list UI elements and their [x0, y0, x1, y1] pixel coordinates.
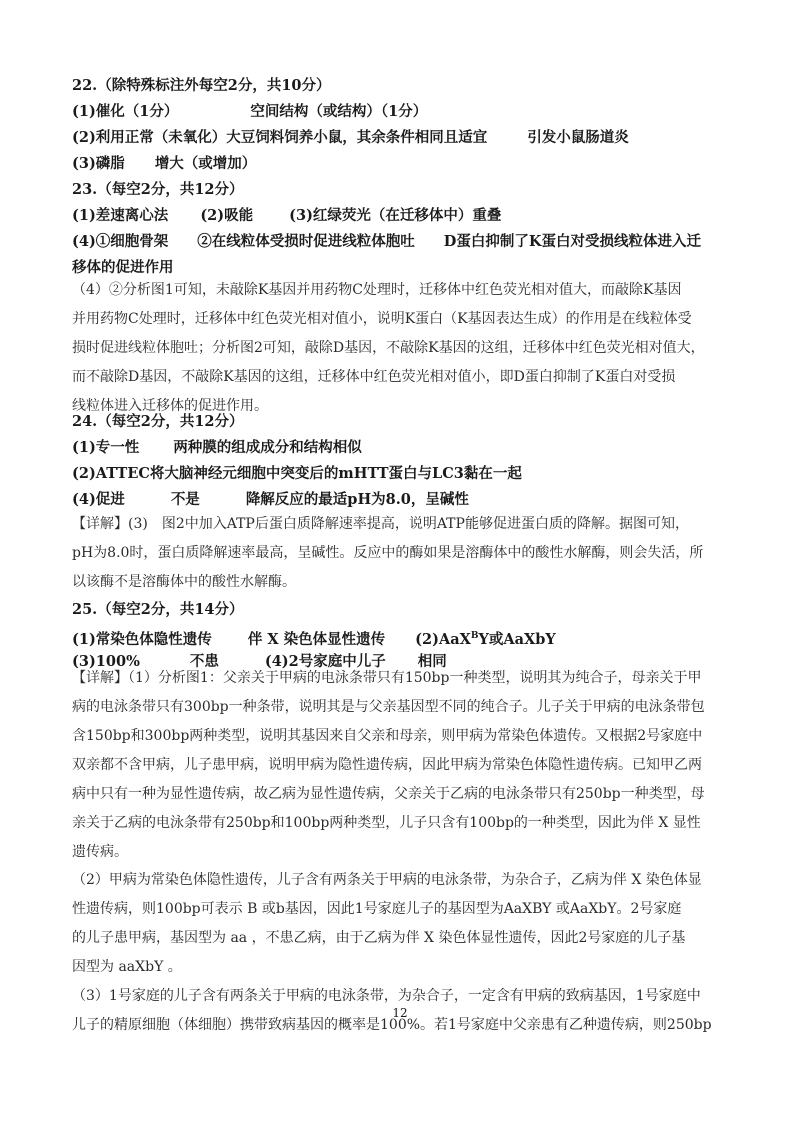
q25-a4: (4)2号家庭中儿子	[264, 653, 386, 670]
q23-detail-line: （4）②分析图1可知，未敲除K基因并用药物C处理时，迁移体中红色荧光相对值大，而敲除K基因	[72, 282, 682, 298]
q22-a3-left: (3)磷脂	[72, 155, 125, 172]
q25-detail-line: 遗传病。	[72, 844, 128, 860]
q23-answer-1-3	[72, 206, 501, 226]
q25-a3: (3)100%	[72, 653, 140, 670]
q25-detail-line: （2）甲病为常染色体隐性遗传，儿子含有两条关于甲病的电泳条带，为杂合子，乙病为伴 X 染色体显	[72, 872, 702, 888]
q22-a1-right: 空间结构（或结构）（1分）	[250, 103, 428, 120]
q22-heading: 22.（除特殊标注外每空2分，共10分）	[72, 77, 331, 94]
q23-detail-line: 损时促进线粒体胞吐；分析图2可知，敲除D基因，不敲除K基因的这组，迁移体中红色荧光相对值大，	[72, 340, 705, 356]
q23-detail	[72, 276, 732, 421]
q22-a2-right: 引发小鼠肠道炎	[527, 129, 629, 146]
q23-heading: 23.（每空2分，共12分）	[72, 181, 244, 198]
q23-a1: (1)差速离心法	[72, 207, 169, 224]
q25-detail-line: 【详解】（1）分析图1：父亲关于甲病的电泳条带只有150bp一种类型，说明其为纯合子，母亲关于甲	[72, 670, 702, 686]
q25-detail-2	[72, 866, 732, 982]
q25-a2	[415, 631, 556, 648]
q23-a3: (3)红绿荧光（在迁移体中）重叠	[289, 207, 502, 224]
q23-a2: (2)吸能	[200, 207, 254, 224]
q25-detail-line: 双亲都不含甲病，儿子患甲病，说明甲病为隐性遗传病，因此甲病为常染色体隐性遗传病。已知甲乙两	[72, 757, 702, 773]
q25-detail-line: 因型为 aaXbY 。	[72, 959, 182, 975]
q25-detail-line: 儿子的精原细胞（体细胞）携带致病基因的概率是100%。若1号家庭中父亲患有乙种遗传病，则250bp	[72, 1017, 712, 1033]
page-number: 12	[392, 1006, 408, 1020]
q22-answer-3	[72, 154, 256, 174]
q24-detail-line: pH为8.0时，蛋白质降解速率最高，呈碱性。反应中的酶如果是溶酶体中的酸性水解酶，则会失活，所	[72, 545, 704, 561]
q23-detail-line: 并用药物C处理时，迁移体中红色荧光相对值小，说明K蛋白（K基因表达生成）的作用是在线粒体受	[72, 311, 692, 327]
q24-a4-p2: 不是	[170, 491, 200, 508]
q25-a1-p2: 伴 X 染色体显性遗传	[247, 630, 386, 648]
q25-a3-p2: 不患	[189, 653, 219, 670]
q22-a2-left: (2)利用正常（未氧化）大豆饲料饲养小鼠，其余条件相同且适宜	[72, 129, 488, 146]
q24-detail-line: 【详解】(3) 图2中加入ATP后蛋白质降解速率提高，说明ATP能够促进蛋白质的降解。据图可知，	[72, 516, 689, 532]
q22-a3-right: 增大（或增加）	[154, 155, 257, 172]
q24-answer-1	[72, 438, 362, 458]
q25-a4-p2: 相同	[417, 653, 447, 670]
q25-heading: 25.（每空2分，共14分）	[72, 601, 244, 618]
q24-a4-p3: 降解反应的最适pH为8.0，呈碱性	[245, 491, 469, 508]
q24-answer-2: (2)ATTEC将大脑神经元细胞中突变后的mHTT蛋白与LC3黏在一起	[72, 465, 522, 482]
q22-answer-1	[72, 102, 427, 122]
q24-heading: 24.（每空2分，共12分）	[72, 413, 244, 430]
q22-a1-left: (1)催化（1分）	[72, 103, 179, 120]
q25-detail-line: 的儿子患甲病，基因型为 aa ，不患乙病，由于乙病为伴 X 染色体显性遗传，因此2号家庭的儿子基	[72, 930, 686, 946]
q25-detail-line: 病中只有一种为显性遗传病，故乙病为显性遗传病，父亲关于乙病的电泳条带只有250bp一种类型，母	[72, 786, 705, 802]
q25-detail-line: 亲关于乙病的电泳条带有250bp和100bp两种类型，儿子只含有100bp的一种类型，因此为伴 X 显性	[72, 815, 701, 831]
q25-detail-line: 性遗传病，则100bp可表示 B 或b基因，因此1号家庭儿子的基因型为AaXBY 或AaXbY。2号家庭	[72, 901, 682, 917]
q24-detail	[72, 510, 732, 597]
q25-detail-line: 含150bp和300bp两种类型，说明其基因来自父亲和母亲，则甲病为常染色体遗传。又根据2号家庭中	[72, 728, 703, 744]
q23-detail-line: 而不敲除D基因，不敲除K基因的这组，迁移体中红色荧光相对值小，即D蛋白抑制了K蛋白对受损	[72, 369, 676, 385]
q25-detail-line: （3）1号家庭的儿子含有两条关于甲病的电泳条带，为杂合子，一定含有甲病的致病基因，1号家庭中	[72, 988, 701, 1004]
q22-answer-2	[72, 128, 629, 148]
q25-detail-1	[72, 664, 732, 867]
q23-detail-line: 线粒体进入迁移体的促进作用。	[72, 398, 268, 414]
q24-detail-line: 以该酶不是溶酶体中的酸性水解酶。	[72, 574, 296, 590]
q25-a2-sup: B	[470, 631, 479, 641]
q25-a2-post: Y或AaXbY	[478, 630, 556, 648]
q25-answer-1-2	[72, 626, 556, 650]
q25-a1: (1)常染色体隐性遗传	[72, 630, 212, 648]
q23-answer-4-line-1: (4)①细胞骨架 ②在线粒体受损时促进线粒体胞吐 D蛋白抑制了K蛋白对受损线粒体进入迁	[72, 233, 701, 250]
q24-a1-right: 两种膜的组成成分和结构相似	[173, 439, 362, 456]
q24-answer-4	[72, 490, 469, 510]
q25-detail-line: 病的电泳条带只有300bp一种条带，说明其是与父亲基因型不同的纯合子。儿子关于甲病的电泳条带包	[72, 699, 705, 715]
q24-a1-left: (1)专一性	[72, 439, 140, 456]
q23-answer-4-line-2: 移体的促进作用	[72, 259, 174, 276]
q24-a4-p1: (4)促进	[72, 491, 125, 508]
q25-a2-pre: (2)AaX	[415, 630, 471, 648]
